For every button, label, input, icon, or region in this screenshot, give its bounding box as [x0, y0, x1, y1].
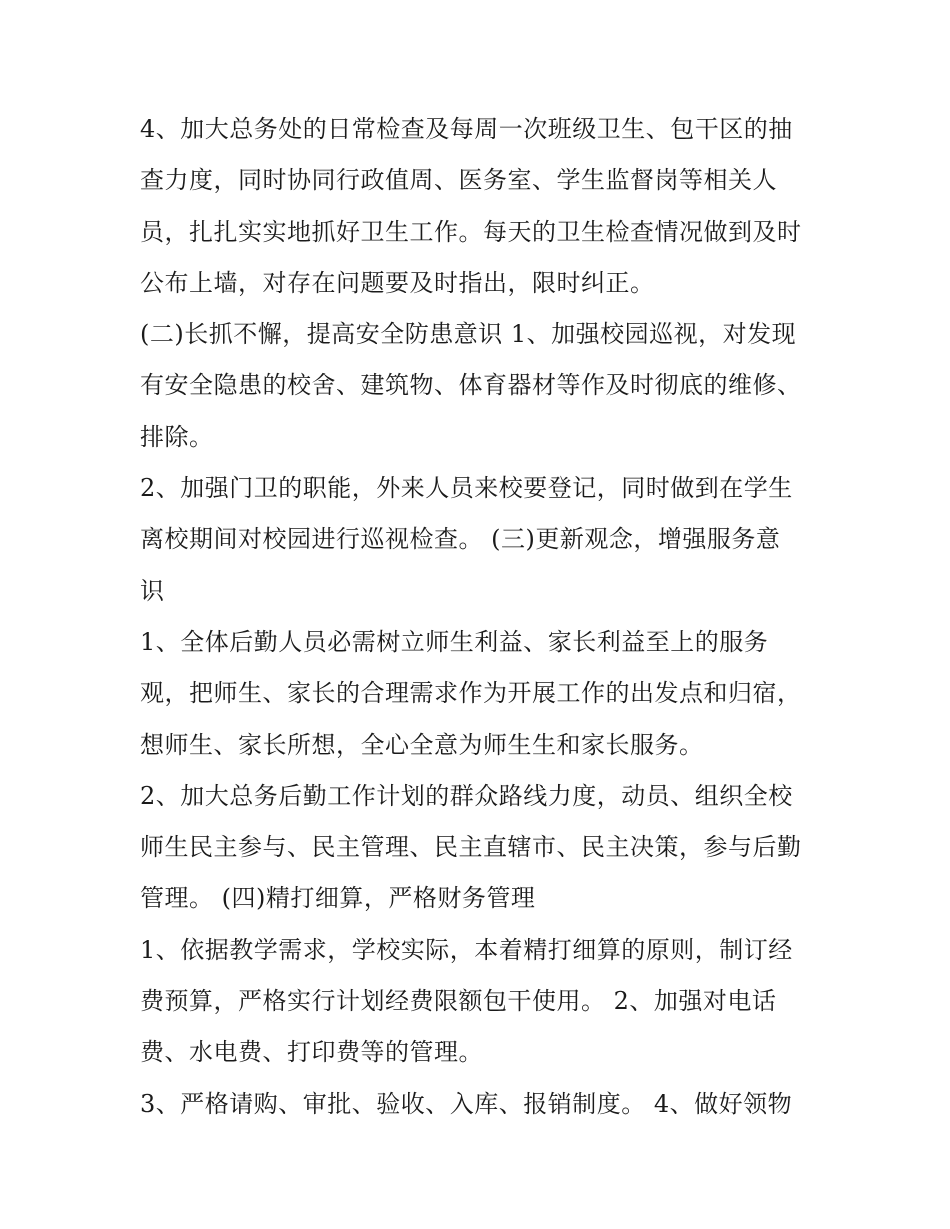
- text-line: 4、加大总务处的日常检查及每周一次班级卫生、包干区的抽: [140, 115, 793, 143]
- text-line: (二)长抓不懈，提高安全防患意识 1、加强校园巡视，对发现: [140, 320, 797, 349]
- text-line: 师生民主参与、民主管理、民主直辖市、民主决策，参与后勤: [140, 833, 802, 862]
- text-line: 1、依据教学需求，学校实际，本着精打细算的原则，制订经: [140, 935, 793, 964]
- text-line: 1、全体后勤人员必需树立师生利益、家长利益至上的服务: [140, 627, 769, 656]
- text-line: 费、水电费、打印费等的管理。: [140, 1038, 483, 1067]
- text-line: 管理。 (四)精打细算，严格财务管理: [140, 884, 536, 913]
- text-line: 公布上墙，对存在问题要及时指出，限时纠正。: [140, 268, 655, 297]
- text-line: 费预算，严格实行计划经费限额包干使用。 2、加强对电话: [140, 987, 777, 1016]
- text-line: 观，把师生、家长的合理需求作为开展工作的出发点和归宿，: [140, 679, 802, 708]
- text-line: 离校期间对校园进行巡视检查。 (三)更新观念，增强服务意: [140, 525, 781, 554]
- text-line: 查力度，同时协同行政值周、医务室、学生监督岗等相关人: [140, 166, 777, 195]
- document-body: [140, 104, 840, 1130]
- text-line: 员，扎扎实实地抓好卫生工作。每天的卫生检查情况做到及时: [140, 217, 802, 246]
- text-line: 3、严格请购、审批、验收、入库、报销制度。 4、做好领物: [140, 1089, 793, 1118]
- text-line: 2、加大总务后勤工作计划的群众路线力度，动员、组织全校: [140, 781, 793, 810]
- text-line: 有安全隐患的校舍、建筑物、体育器材等作及时彻底的维修、: [140, 371, 802, 400]
- text-line: 排除。: [140, 422, 214, 451]
- text-line: 想师生、家长所想，全心全意为师生生和家长服务。: [140, 730, 704, 759]
- text-line: 2、加强门卫的职能，外来人员来校要登记，同时做到在学生: [140, 474, 793, 503]
- text-line: 识: [140, 576, 165, 605]
